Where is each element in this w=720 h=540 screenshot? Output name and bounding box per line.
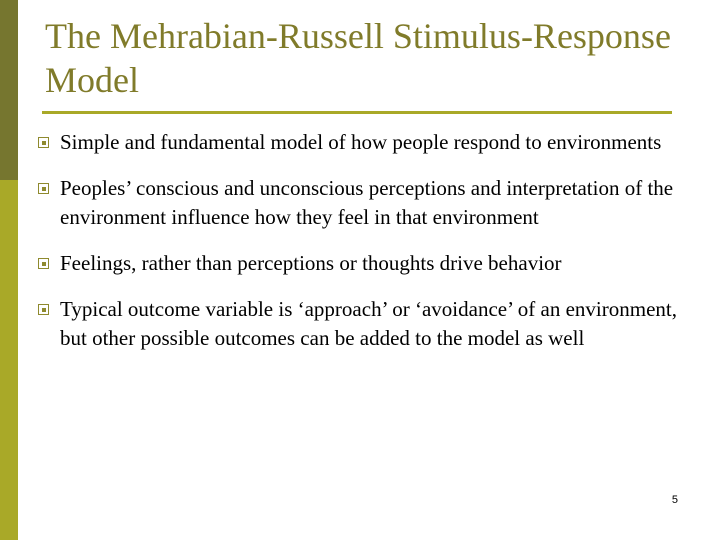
bullet-item (38, 174, 688, 232)
bullet-text: Feelings, rather than perceptions or thoughts drive behavior (60, 251, 562, 275)
sidebar-accent-bottom (0, 180, 18, 540)
bullet-item (38, 295, 688, 353)
bullet-item (38, 128, 688, 157)
square-bullet-icon (38, 304, 49, 315)
bullet-text: Peoples’ conscious and unconscious perceptions and interpretation of the environment influence how they feel in that environment (60, 176, 674, 229)
bullet-list (38, 128, 688, 370)
slide-title: The Mehrabian-Russell Stimulus-Response Model (45, 16, 671, 100)
page-number: 5 (671, 494, 678, 506)
sidebar-accent-top (0, 0, 18, 180)
bullet-text: Typical outcome variable is ‘approach’ or ‘avoidance’ of an environment, but other possible outcomes can be added to the model as well (60, 297, 677, 350)
bullet-text: Simple and fundamental model of how people respond to environments (60, 130, 662, 154)
square-bullet-icon (38, 183, 49, 194)
square-bullet-icon (38, 258, 49, 269)
bullet-item (38, 249, 688, 278)
title-underline (42, 111, 672, 114)
square-bullet-icon (38, 137, 49, 148)
